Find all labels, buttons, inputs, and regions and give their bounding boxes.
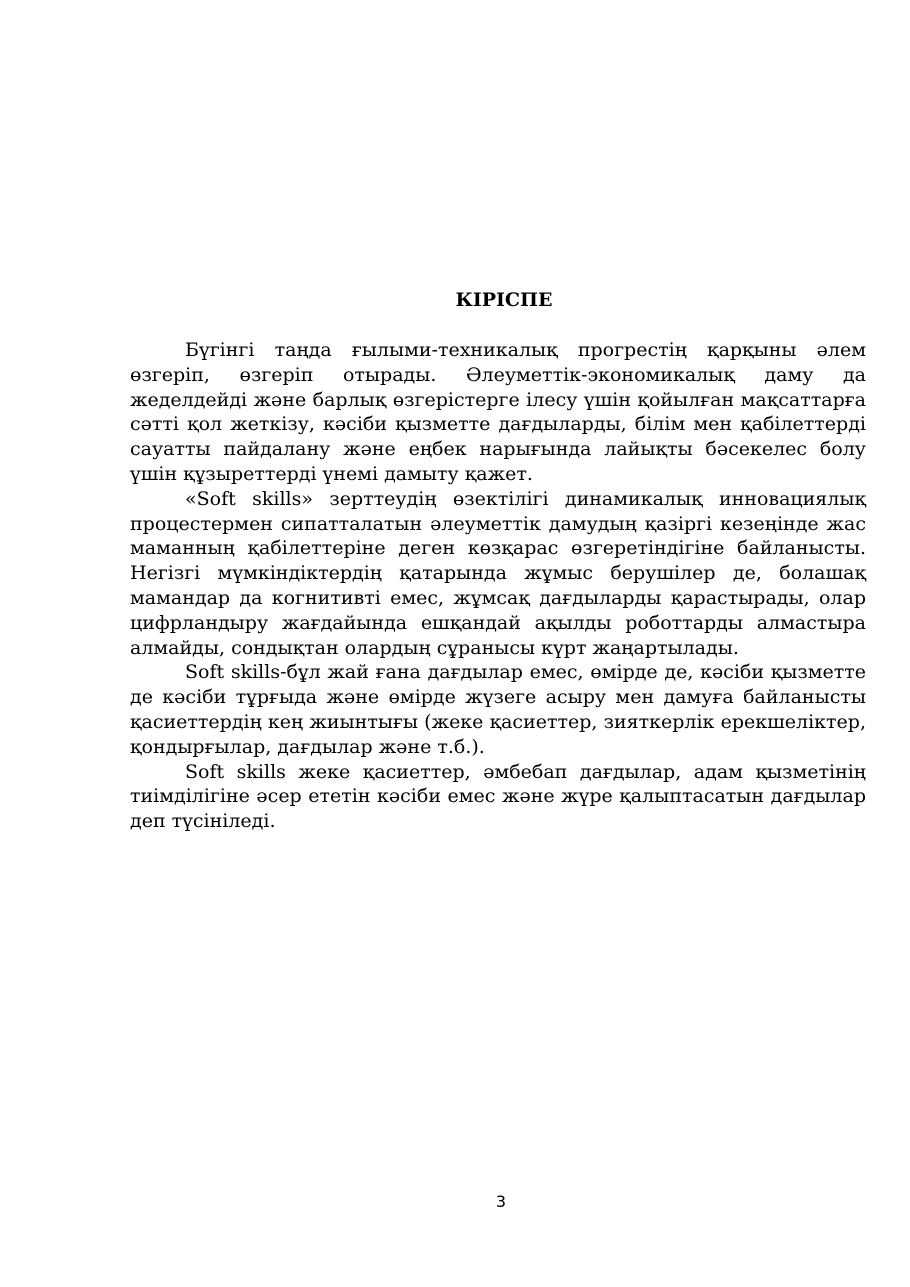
paragraph: Soft skills жеке қасиеттер, әмбебап дағдылар, адам қызметінің тиімділігіне әсер ететін кәсіби емес және жүре қалыптасатын дағдылар деп түсініледі. (130, 760, 866, 833)
paragraph: Soft skills-бұл жай ғана дағдылар емес, өмірде де, кәсіби қызметте де кәсіби тұрғыда және өмірде жүзеге асыру мен дамуға байланысты қасиеттердің кең жиынтығы (жеке қасиеттер, зияткерлік ерекшеліктер, қондырғылар, дағдылар және т.б.). (130, 661, 866, 758)
paragraph: «Soft skills» зерттеудің өзектілігі динамикалық инновациялық процестермен сипатталатын әлеуметтік дамудың қазіргі кезеңінде жас маманның қабілеттеріне деген көзқарас өзгеретіндігіне байланысты. Негізгі мүмкіндіктердің қатарында жұмыс берушілер де, болашақ мамандар да когнитивті емес, жұмсақ дағдыларды қарастырады, олар цифрландыру жағдайында ешқандай ақылды роботтарды алмастыра алмайды, сондықтан олардың сұранысы күрт жаңартылады. (130, 487, 866, 659)
body-text (130, 338, 866, 834)
paragraph: Бүгінгі таңда ғылыми-техникалық прогрестің қарқыны әлем өзгеріп, өзгеріп отырады. Әлеуметтік-экономикалық даму да жеделдейді және барлық өзгерістерге ілесу үшін қойылған мақсаттарға сәтті қол жеткізу, кәсіби қызметте дағдыларды, білім мен қабілеттерді сауатты пайдалану және еңбек нарығында лайықты бәсекелес болу үшін құзыреттерді үнемі дамыту қажет. (130, 339, 866, 485)
page-number: 3 (495, 1192, 507, 1211)
section-title: КІРІСПЕ (455, 289, 553, 311)
